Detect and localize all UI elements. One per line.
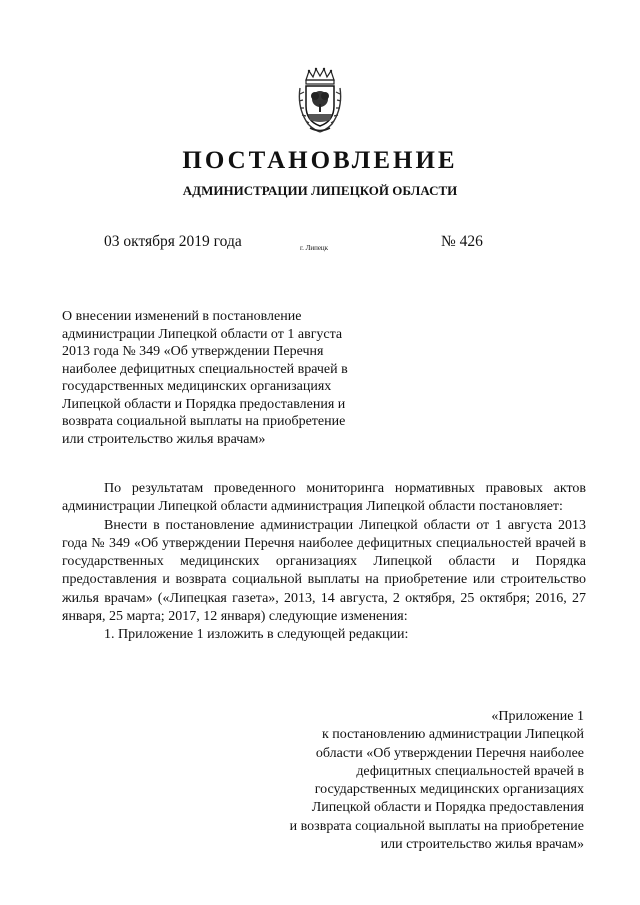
subject-line: возврата социальной выплаты на приобретение: [62, 414, 346, 429]
appendix-line: области «Об утверждении Перечня наиболее: [315, 745, 584, 761]
coat-of-arms-icon: [296, 66, 344, 134]
appendix-line: дефицитных специальностей врачей в: [356, 763, 584, 779]
subject-line: администрации Липецкой области от 1 августа: [62, 326, 343, 342]
appendix-line: и возврата социальной выплаты на приобретение: [289, 818, 584, 834]
appendix-line: «Приложение 1: [491, 709, 584, 724]
document-subject: [62, 308, 392, 448]
document-city: г. Липецк: [300, 244, 329, 252]
subject-line: Липецкой области и Порядка предоставления и: [62, 396, 346, 412]
document-date: 03 октября 2019 года: [104, 233, 242, 250]
subject-line: или строительство жилья врачам»: [62, 431, 266, 447]
appendix-line: к постановлению администрации Липецкой: [321, 727, 584, 743]
body-list-item: 1. Приложение 1 изложить в следующей редакции:: [104, 627, 409, 643]
appendix-line: Липецкой области и Порядка предоставления: [311, 800, 584, 816]
subject-line: О внесении изменений в постановление: [62, 309, 302, 324]
document-title: ПОСТАНОВЛЕНИЕ: [182, 147, 458, 174]
document-body: [62, 480, 586, 645]
subject-line: 2013 года № 349 «Об утверждении Перечня: [62, 344, 324, 359]
body-paragraph-amendment: Внести в постановление администрации Липецкой области от 1 августа 2013 года № 349 «Об утверждении Перечня наиболее дефицитных специальностей врачей в государственных медицинских организациях Липецкой области и Порядка предоставления и возврата социальной выплаты на приобретение или строительство жилья врачам» («Липецкая газета», 2013, 14 августа, 2 октября, 25 октября; 2016, 27 января, 25 марта; 2017, 12 января) следующие изменения:: [62, 517, 586, 625]
appendix-line: государственных медицинских организациях: [314, 782, 584, 798]
body-paragraph-preamble: По результатам проведенного мониторинга нормативных правовых актов администрации Липецкой области администрация Липецкой области постановляет:: [62, 481, 586, 515]
appendix-header: [244, 708, 584, 854]
document-number: № 426: [441, 233, 483, 250]
appendix-line: или строительство жилья врачам»: [380, 837, 584, 853]
document-issuer: АДМИНИСТРАЦИИ ЛИПЕЦКОЙ ОБЛАСТИ: [182, 183, 458, 198]
subject-line: государственных медицинских организациях: [62, 379, 332, 394]
subject-line: наиболее дефицитных специальностей врачей в: [62, 361, 348, 377]
